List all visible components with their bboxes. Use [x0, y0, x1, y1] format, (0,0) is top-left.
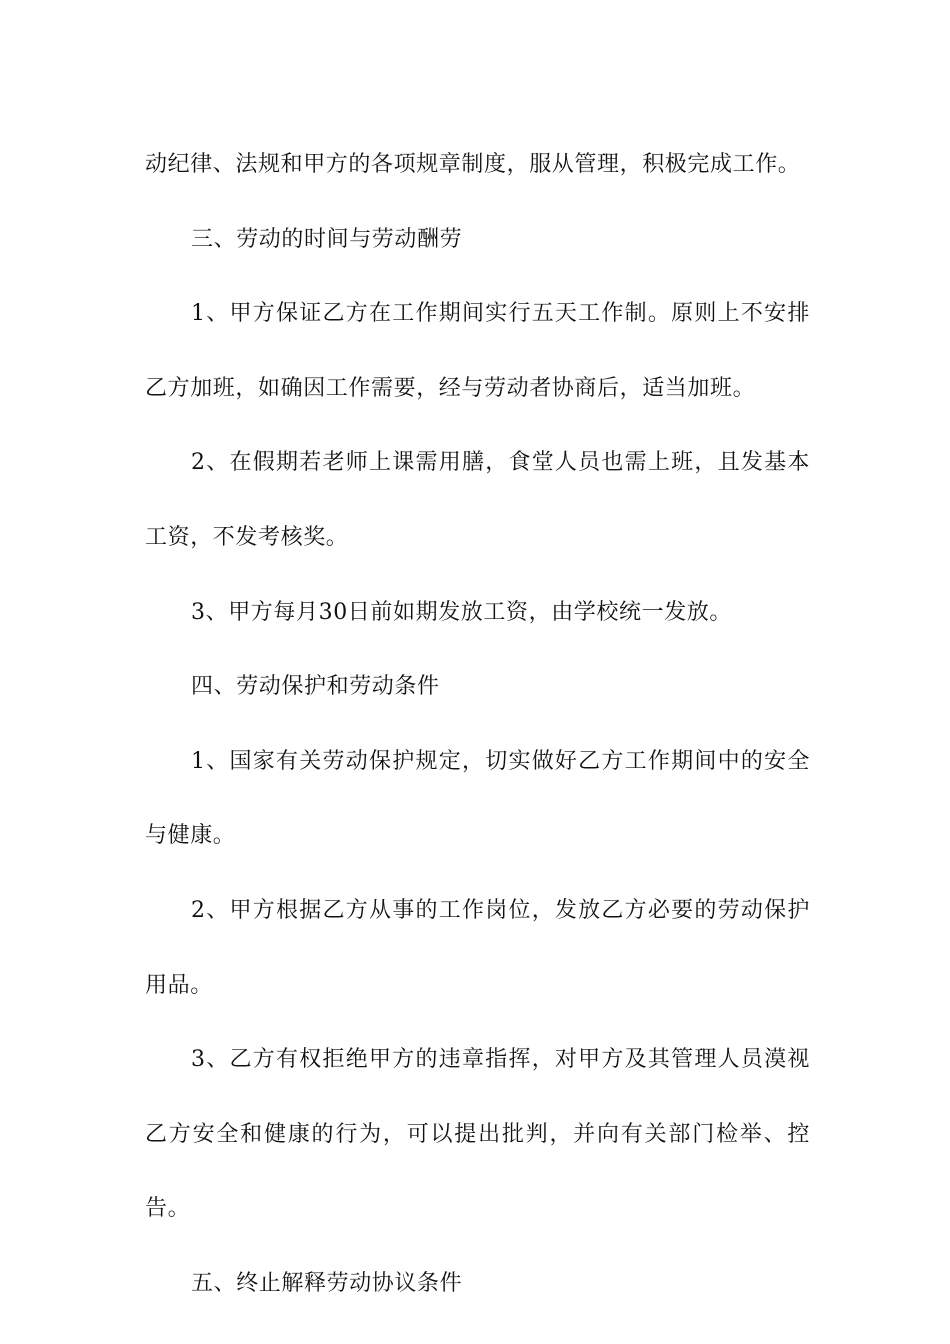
- paragraph-safety-health: 1、国家有关劳动保护规定，切实做好乙方工作期间中的安全与健康。: [145, 748, 810, 849]
- paragraph-protective-equipment: 2、甲方根据乙方从事的工作岗位，发放乙方必要的劳动保护用品。: [145, 897, 810, 998]
- section-heading-termination: 五、终止解释劳动协议条件: [191, 1270, 463, 1296]
- paragraph-right-to-refuse: 3、乙方有权拒绝甲方的违章指挥，对甲方及其管理人员漠视乙方安全和健康的行为，可以提出批判，并向有关部门检举、控告。: [145, 1047, 810, 1222]
- document-body: [145, 128, 810, 1322]
- paragraph-labor-discipline: 动纪律、法规和甲方的各项规章制度，服从管理，积极完成工作。: [145, 152, 801, 177]
- paragraph-five-day-week: 1、甲方保证乙方在工作期间实行五天工作制。原则上不安排乙方加班，如确因工作需要，经与劳动者协商后，适当加班。: [145, 301, 810, 401]
- section-heading-labor-protection: 四、劳动保护和劳动条件: [191, 674, 440, 700]
- section-heading-working-hours-pay: 三、劳动的时间与劳动酬劳: [191, 226, 463, 252]
- paragraph-holiday-meals: 2、在假期若老师上课需用膳，食堂人员也需上班，且发基本工资，不发考核奖。: [145, 450, 810, 550]
- paragraph-salary-payment: 3、甲方每月30日前如期发放工资，由学校统一发放。: [191, 599, 732, 625]
